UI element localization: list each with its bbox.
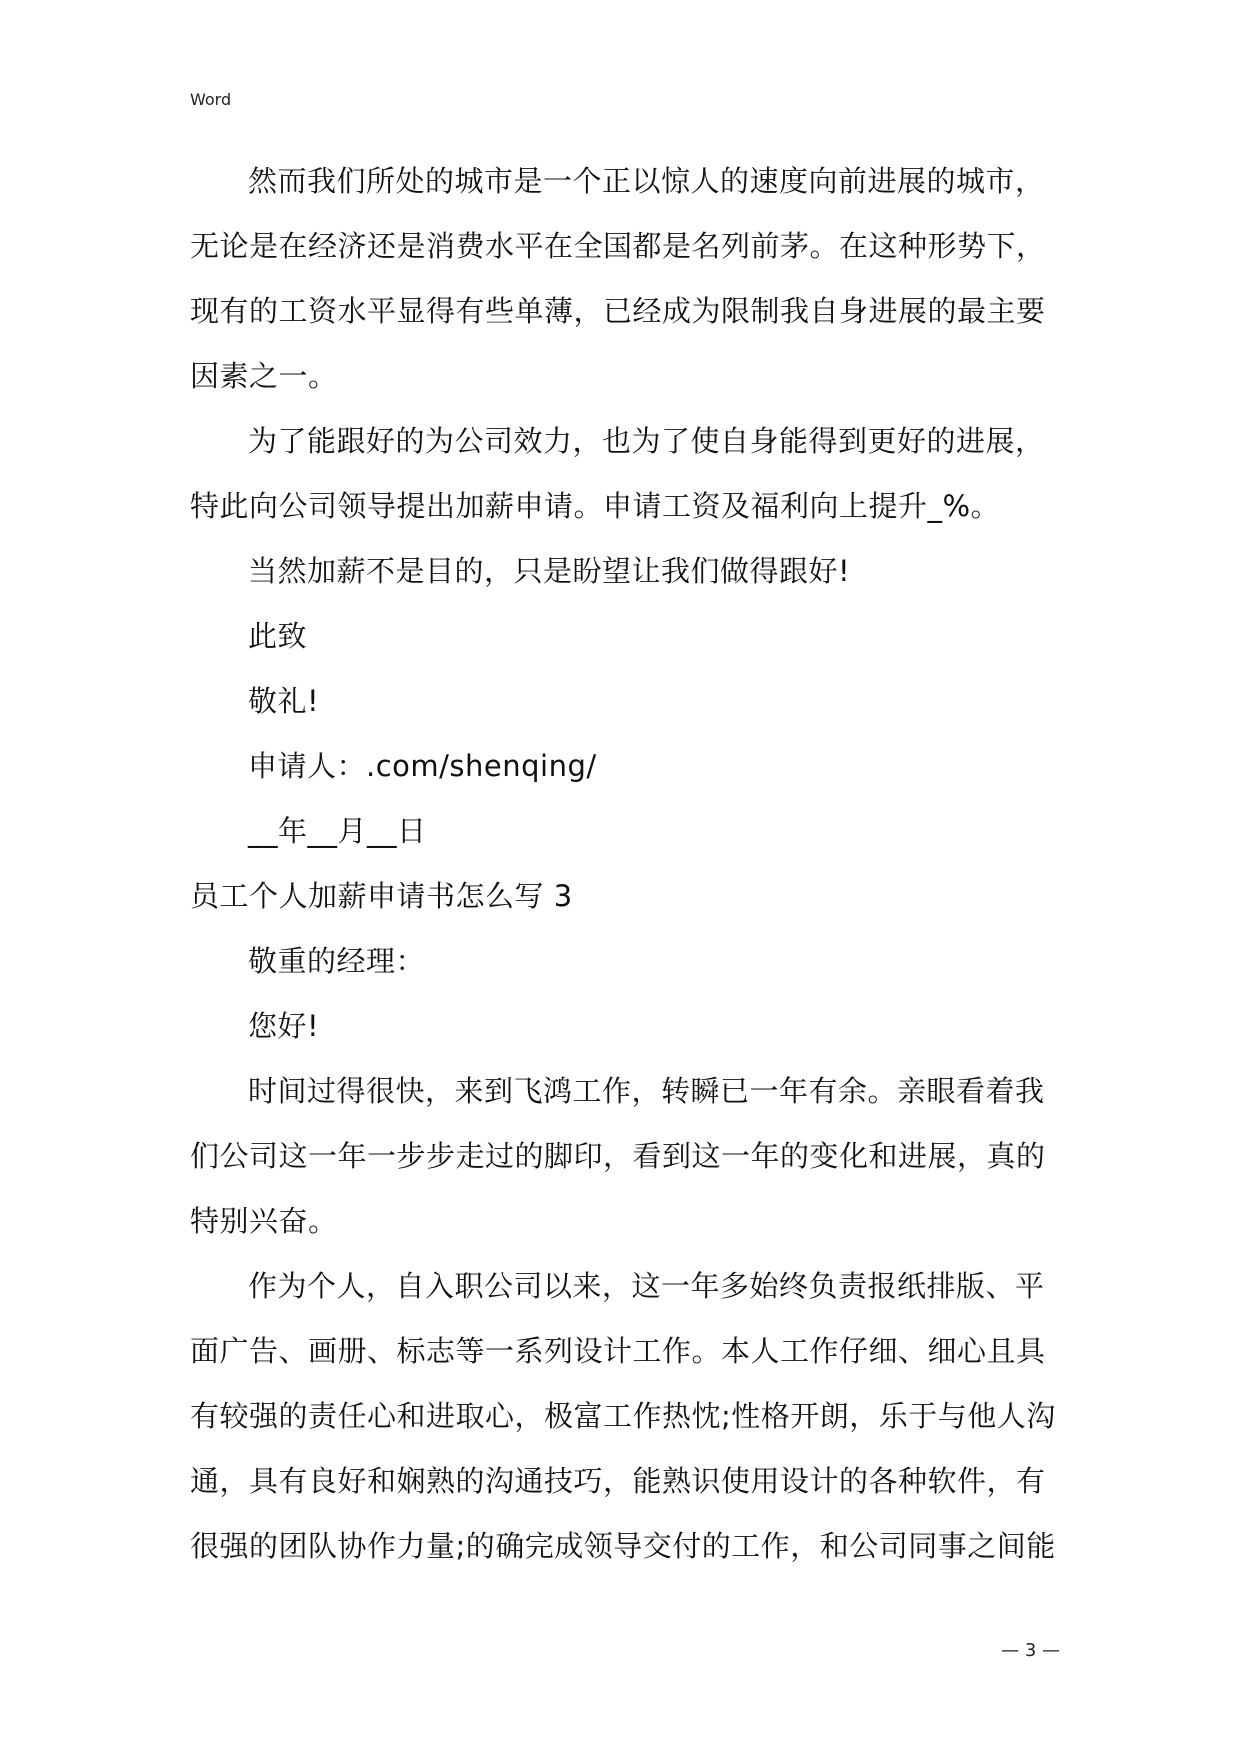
date-line: __年__月__日 (248, 814, 427, 848)
greeting-line: 您好! (248, 1009, 320, 1043)
paragraph-line: 面广告、画册、标志等一系列设计工作。本人工作仔细、细心且具 (190, 1334, 1046, 1368)
greeting-line: 敬重的经理： (248, 944, 426, 978)
paragraph-line: 然而我们所处的城市是一个正以惊人的速度向前进展的城市， (248, 164, 1045, 198)
paragraph-line: 特别兴奋。 (190, 1204, 338, 1238)
paragraph-line: 无论是在经济还是消费水平在全国都是名列前茅。在这种形势下， (190, 229, 1046, 263)
paragraph-line: 因素之一。 (190, 359, 338, 393)
header-label: Word (190, 90, 232, 109)
document-body (190, 158, 1060, 1588)
paragraph-line: 作为个人，自入职公司以来，这一年多始终负责报纸排版、平 (248, 1269, 1045, 1303)
page-number: — 3 — (1001, 1640, 1060, 1661)
paragraph-line: 通，具有良好和娴熟的沟通技巧，能熟识使用设计的各种软件，有 (190, 1464, 1046, 1498)
paragraph-line: 现有的工资水平显得有些单薄，已经成为限制我自身进展的最主要 (190, 294, 1046, 328)
closing-regards: 敬礼! (248, 684, 320, 718)
paragraph-line: 很强的团队协作力量;的确完成领导交付的工作，和公司同事之间能 (190, 1529, 1056, 1563)
paragraph-line: 时间过得很快，来到飞鸿工作，转瞬已一年有余。亲眼看着我 (248, 1074, 1045, 1108)
applicant-line: 申请人：.com/shenqing/ (248, 749, 597, 783)
paragraph-line: 特此向公司领导提出加薪申请。申请工资及福利向上提升_%。 (190, 489, 1001, 523)
paragraph-line: 有较强的责任心和进取心，极富工作热忱;性格开朗，乐于与他人沟 (190, 1399, 1056, 1433)
section-heading: 员工个人加薪申请书怎么写 3 (190, 879, 573, 913)
paragraph-line: 为了能跟好的为公司效力，也为了使自身能得到更好的进展， (248, 424, 1045, 458)
paragraph-line: 当然加薪不是目的，只是盼望让我们做得跟好! (248, 554, 851, 588)
paragraph-line: 们公司这一年一步步走过的脚印，看到这一年的变化和进展，真的 (190, 1139, 1046, 1173)
closing-salutation: 此致 (248, 619, 308, 653)
